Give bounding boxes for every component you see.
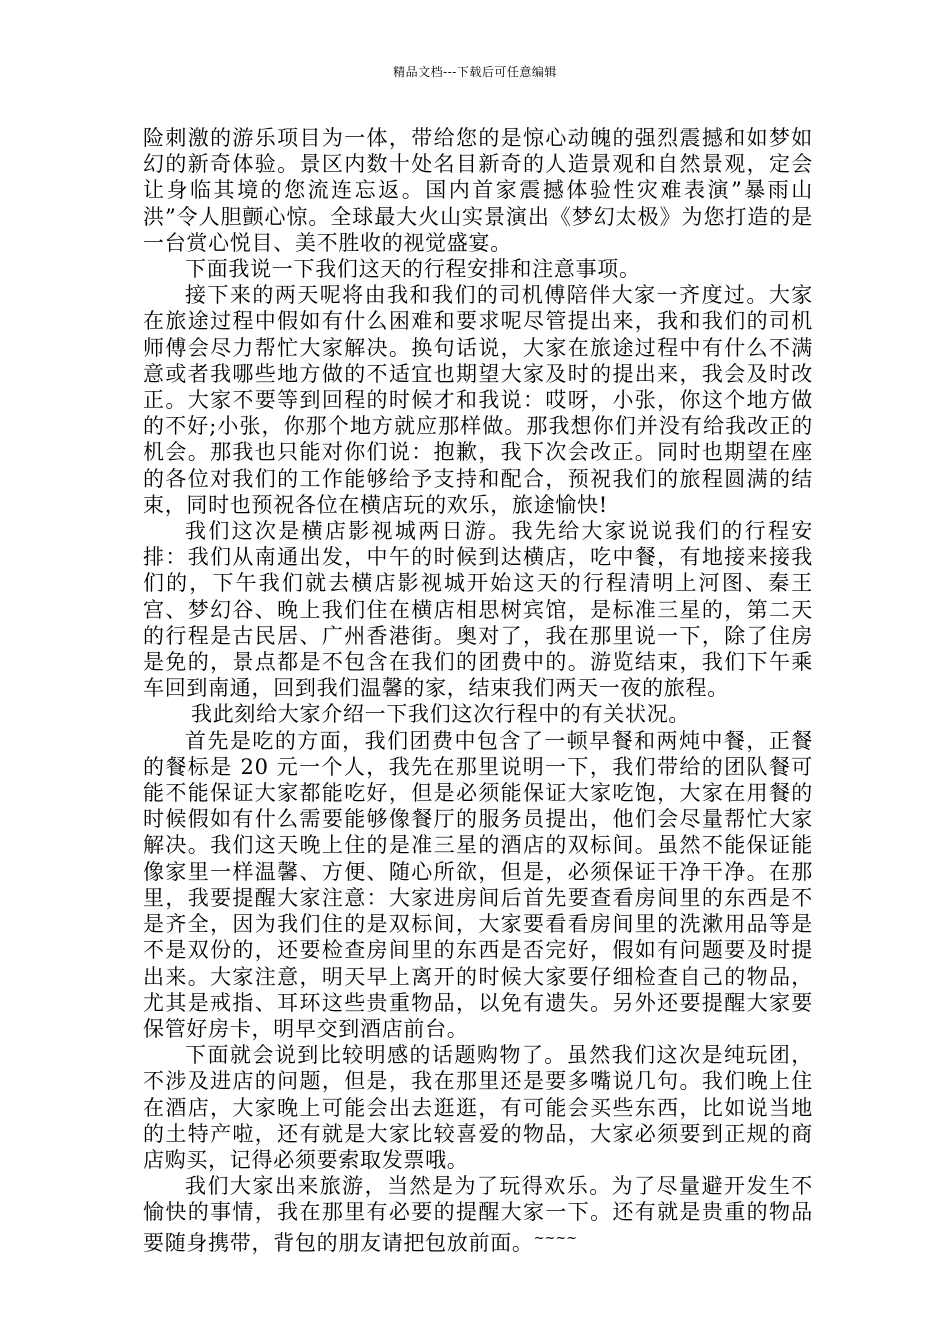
trailing-tilde-mark: ~~~~ [533,1230,578,1246]
paragraph-meals-hotel: 首先是吃的方面，我们团费中包含了一顿早餐和两炖中餐，正餐的餐标是 20 元一个人，我先在那里说明一下，我们带给的团队餐可能不能保证大家都能吃好，但是必须能保证大家吃饱，大家在用餐的时候假如有什么需要能够像餐厅的服务员提出，他们会尽量帮忙大家解决。我们这天晚上住的是准三星的酒店的双标间。虽然不能保证能像家里一样温馨、方便、随心所欲，但是，必须保证干净干净。在那里，我要提醒大家注意：大家进房间后首先要查看房间里的东西是不是齐全，因为我们住的是双标间，大家要看看房间里的洗漱用品等是不是双份的，还要检查房间里的东西是否完好，假如有问题要及时提出来。大家注意，明天早上离开的时候大家要仔细检查自己的物品，尤其是戒指、耳环这些贵重物品，以免有遗失。另外还要提醒大家要保管好房卡，明早交到酒店前台。 [143,728,813,1041]
paragraph-situation-intro: 我此刻给大家介绍一下我们这次行程中的有关状况。 [191,702,691,727]
paragraph-guide-intro: 接下来的两天呢将由我和我们的司机傅陪伴大家一齐度过。大家在旅途过程中假如有什么困难和要求呢尽管提出来，我和我们的司机师傅会尽力帮忙大家解决。换句话说，大家在旅途过程中有什么不满意或者我哪些地方做的不适宜也期望大家及时的提出来，我会及时改正。大家不要等到回程的时候才和我说：哎呀，小张，你这个地方做的不好;小张，你那个地方就应那样做。那我想你们并没有给我改正的机会。那我也只能对你们说：抱歉，我下次会改正。同时也期望在座的各位对我们的工作能够给予支持和配合，预祝我们的旅程圆满的结束，同时也预祝各位在横店玩的欢乐，旅途愉快! [143,283,813,517]
document-body [143,125,813,1256]
page-header: 精品文档---下载后可任意编辑 [393,65,557,79]
paragraph-itinerary: 我们这次是横店影视城两日游。我先给大家说说我们的行程安排：我们从南通出发，中午的时候到达横店，吃中餐，有地接来接我们的，下午我们就去横店影视城开始这天的行程清明上河图、秦王宫、梦幻谷、晚上我们住在横店相思树宾馆，是标准三星的，第二天的行程是古民居、广州香港街。奥对了，我在那里说一下，除了住房是免的，景点都是不包含在我们的团费中的。游览结束，我们下午乘车回到南通，回到我们温馨的家，结束我们两天一夜的旅程。 [143,519,813,701]
paragraph-itinerary-intro: 下面我说一下我们这天的行程安排和注意事项。 [185,257,641,282]
paragraph-safety [143,1173,813,1256]
paragraph-safety-text: 我们大家出来旅游，当然是为了玩得欢乐。为了尽量避开发生不愉快的事情，我在那里有必要的提醒大家一下。还有就是贵重的物品要随身携带，背包的朋友请把包放前面。 [143,1174,813,1255]
paragraph-shopping: 下面就会说到比较明感的话题购物了。虽然我们这次是纯玩团，不涉及进店的问题，但是，我在那里还是要多嘴说几句。我们晚上住在酒店，大家晚上可能会出去逛逛，有可能会买些东西，比如说当地的土特产啦，还有就是大家比较喜爱的物品，大家必须要到正规的商店购买，记得必须要索取发票哦。 [143,1043,813,1172]
paragraph-attractions: 险刺激的游乐项目为一体，带给您的是惊心动魄的强烈震撼和如梦如幻的新奇体验。景区内数十处名目新奇的人造景观和自然景观，定会让身临其境的您流连忘返。国内首家震撼体验性灾难表演”暴雨山洪”令人胆颤心惊。全球最大火山实景演出《梦幻太极》为您打造的是一台赏心悦目、美不胜收的视觉盛宴。 [143,126,813,255]
